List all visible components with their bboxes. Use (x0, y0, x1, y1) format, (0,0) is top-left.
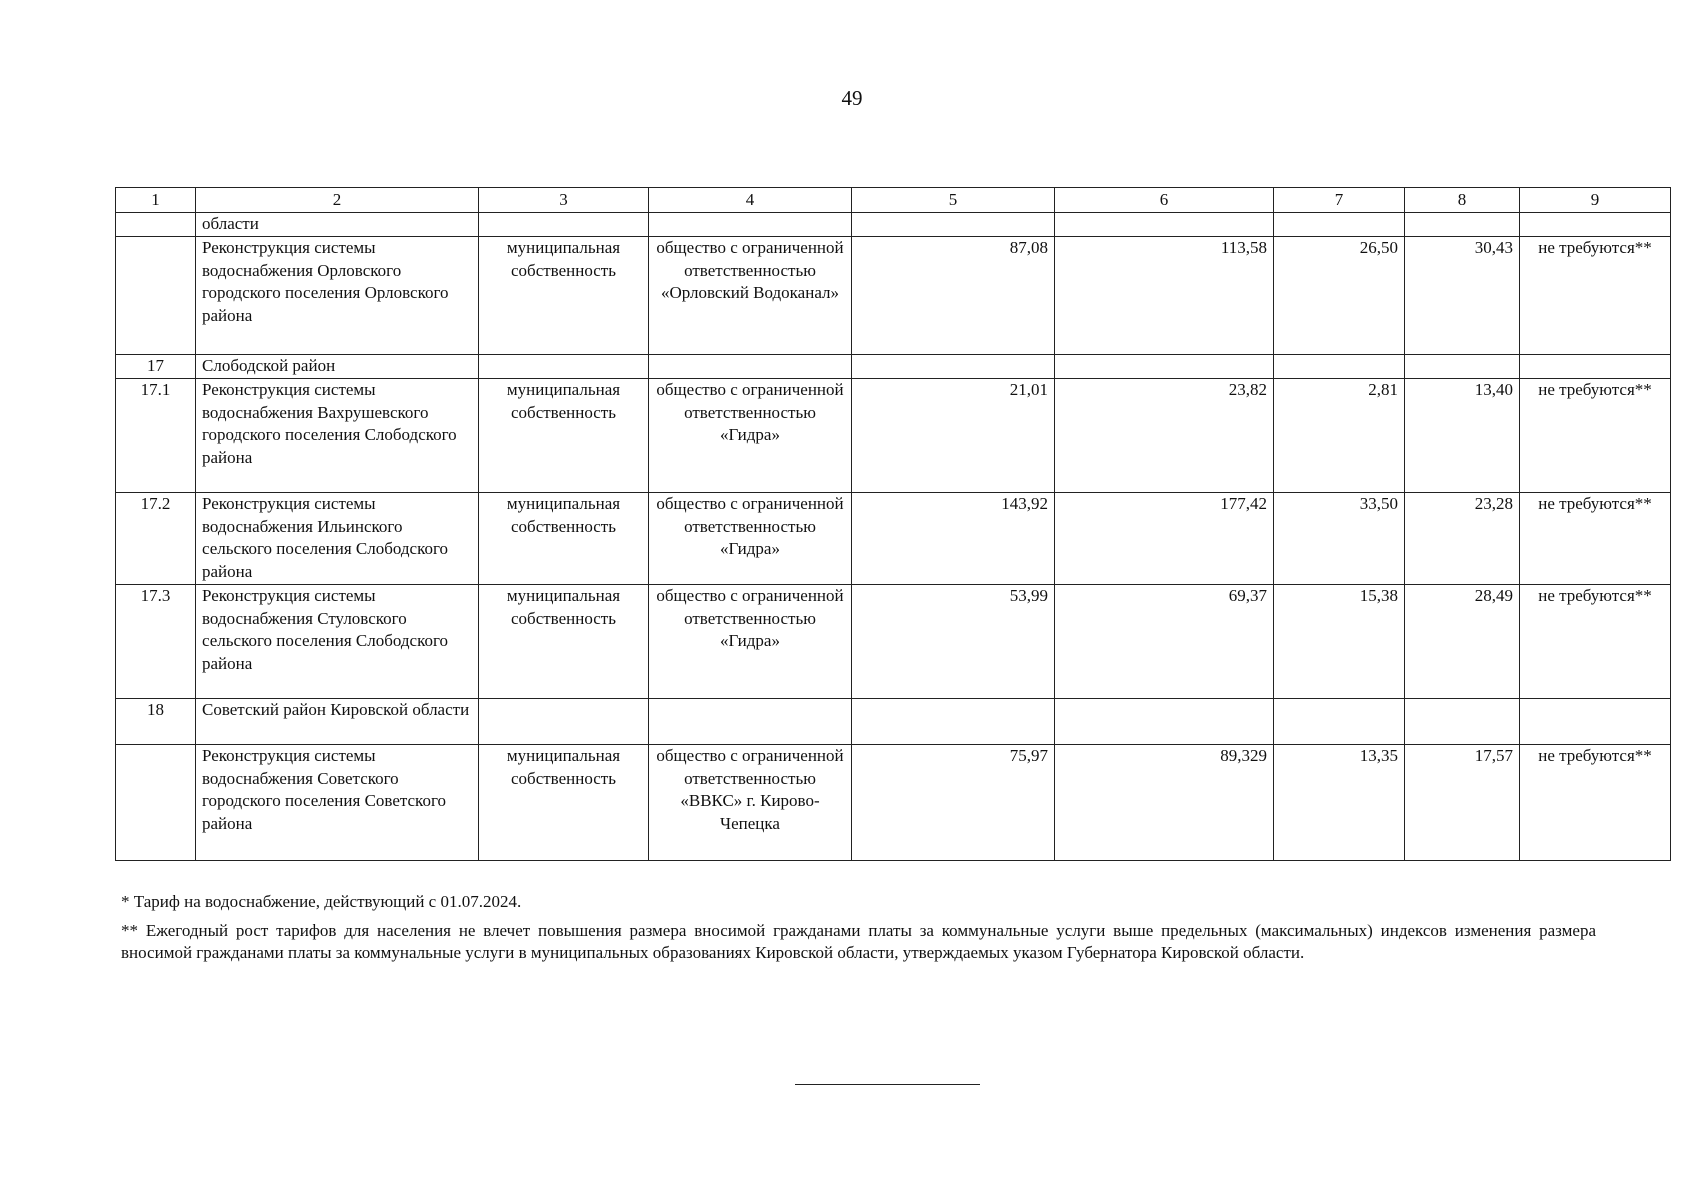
table-row-section (116, 699, 1671, 745)
header-cell: 1 (116, 188, 196, 213)
row-number: 17.1 (116, 379, 196, 493)
table-row (116, 379, 1671, 493)
ownership: муниципальная собственность (479, 585, 649, 699)
table-row (116, 745, 1671, 861)
row-number: 17.3 (116, 585, 196, 699)
value-col-7: 13,35 (1274, 745, 1405, 861)
header-cell: 6 (1055, 188, 1274, 213)
section-name: области (196, 213, 479, 237)
value-col-8: 23,28 (1405, 493, 1520, 585)
footnote-growth: ** Ежегодный рост тарифов для населения не влечет повышения размера вносимой гражданами платы за коммунальные услуги выше предельных (максимальных) индексов изменения размера вносимой гражданами платы за коммунальные услуги в муниципальных образованиях Кировской области, утверждаемых указом Губернатора Кировской области. (121, 921, 1596, 962)
table-row-section (116, 213, 1671, 237)
header-cell: 3 (479, 188, 649, 213)
value-col-7: 2,81 (1274, 379, 1405, 493)
organization: общество с ограниченной ответственностью «Гидра» (649, 379, 852, 493)
header-cell: 9 (1520, 188, 1671, 213)
value-col-8: 13,40 (1405, 379, 1520, 493)
project-name: Реконструкция системы водоснабжения Вахрушевского городского поселения Слободского района (196, 379, 479, 493)
value-col-8: 30,43 (1405, 237, 1520, 355)
value-col-8: 28,49 (1405, 585, 1520, 699)
project-name: Реконструкция системы водоснабжения Ильинского сельского поселения Слободского района (196, 493, 479, 585)
row-number (116, 745, 196, 861)
footnote-tariff: * Тариф на водоснабжение, действующий с 01.07.2024. (121, 892, 522, 911)
bottom-rule (795, 1084, 980, 1085)
ownership: муниципальная собственность (479, 379, 649, 493)
value-col-5: 143,92 (852, 493, 1055, 585)
row-number: 18 (116, 699, 196, 745)
value-col-6: 177,42 (1055, 493, 1274, 585)
value-col-5: 87,08 (852, 237, 1055, 355)
header-cell: 8 (1405, 188, 1520, 213)
page-number: 49 (841, 86, 863, 110)
table-row (116, 493, 1671, 585)
section-name: Слободской район (196, 355, 479, 379)
value-col-6: 89,329 (1055, 745, 1274, 861)
value-col-6: 113,58 (1055, 237, 1274, 355)
value-col-5: 75,97 (852, 745, 1055, 861)
note: не требуются** (1520, 379, 1671, 493)
header-cell: 2 (196, 188, 479, 213)
row-number (116, 213, 196, 237)
table-row (116, 237, 1671, 355)
project-name: Реконструкция системы водоснабжения Орловского городского поселения Орловского района (196, 237, 479, 355)
tariff-table (115, 187, 1671, 861)
project-name: Реконструкция системы водоснабжения Стуловского сельского поселения Слободского района (196, 585, 479, 699)
organization: общество с ограниченной ответственностью «Гидра» (649, 493, 852, 585)
header-cell: 7 (1274, 188, 1405, 213)
ownership: муниципальная собственность (479, 745, 649, 861)
value-col-5: 53,99 (852, 585, 1055, 699)
table-row (116, 585, 1671, 699)
value-col-5: 21,01 (852, 379, 1055, 493)
section-name: Советский район Кировской области (196, 699, 479, 745)
note: не требуются** (1520, 237, 1671, 355)
value-col-8: 17,57 (1405, 745, 1520, 861)
organization: общество с ограниченной ответственностью «Орловский Водоканал» (649, 237, 852, 355)
row-number: 17 (116, 355, 196, 379)
ownership: муниципальная собственность (479, 493, 649, 585)
table-header-row (116, 188, 1671, 213)
value-col-6: 23,82 (1055, 379, 1274, 493)
row-number: 17.2 (116, 493, 196, 585)
value-col-7: 26,50 (1274, 237, 1405, 355)
project-name: Реконструкция системы водоснабжения Советского городского поселения Советского района (196, 745, 479, 861)
value-col-6: 69,37 (1055, 585, 1274, 699)
value-col-7: 15,38 (1274, 585, 1405, 699)
ownership: муниципальная собственность (479, 237, 649, 355)
note: не требуются** (1520, 585, 1671, 699)
row-number (116, 237, 196, 355)
note: не требуются** (1520, 745, 1671, 861)
header-cell: 4 (649, 188, 852, 213)
organization: общество с ограниченной ответственностью «ВВКС» г. Кирово-Чепецка (649, 745, 852, 861)
table-row-section (116, 355, 1671, 379)
organization: общество с ограниченной ответственностью «Гидра» (649, 585, 852, 699)
footnotes (121, 891, 1596, 971)
note: не требуются** (1520, 493, 1671, 585)
value-col-7: 33,50 (1274, 493, 1405, 585)
header-cell: 5 (852, 188, 1055, 213)
